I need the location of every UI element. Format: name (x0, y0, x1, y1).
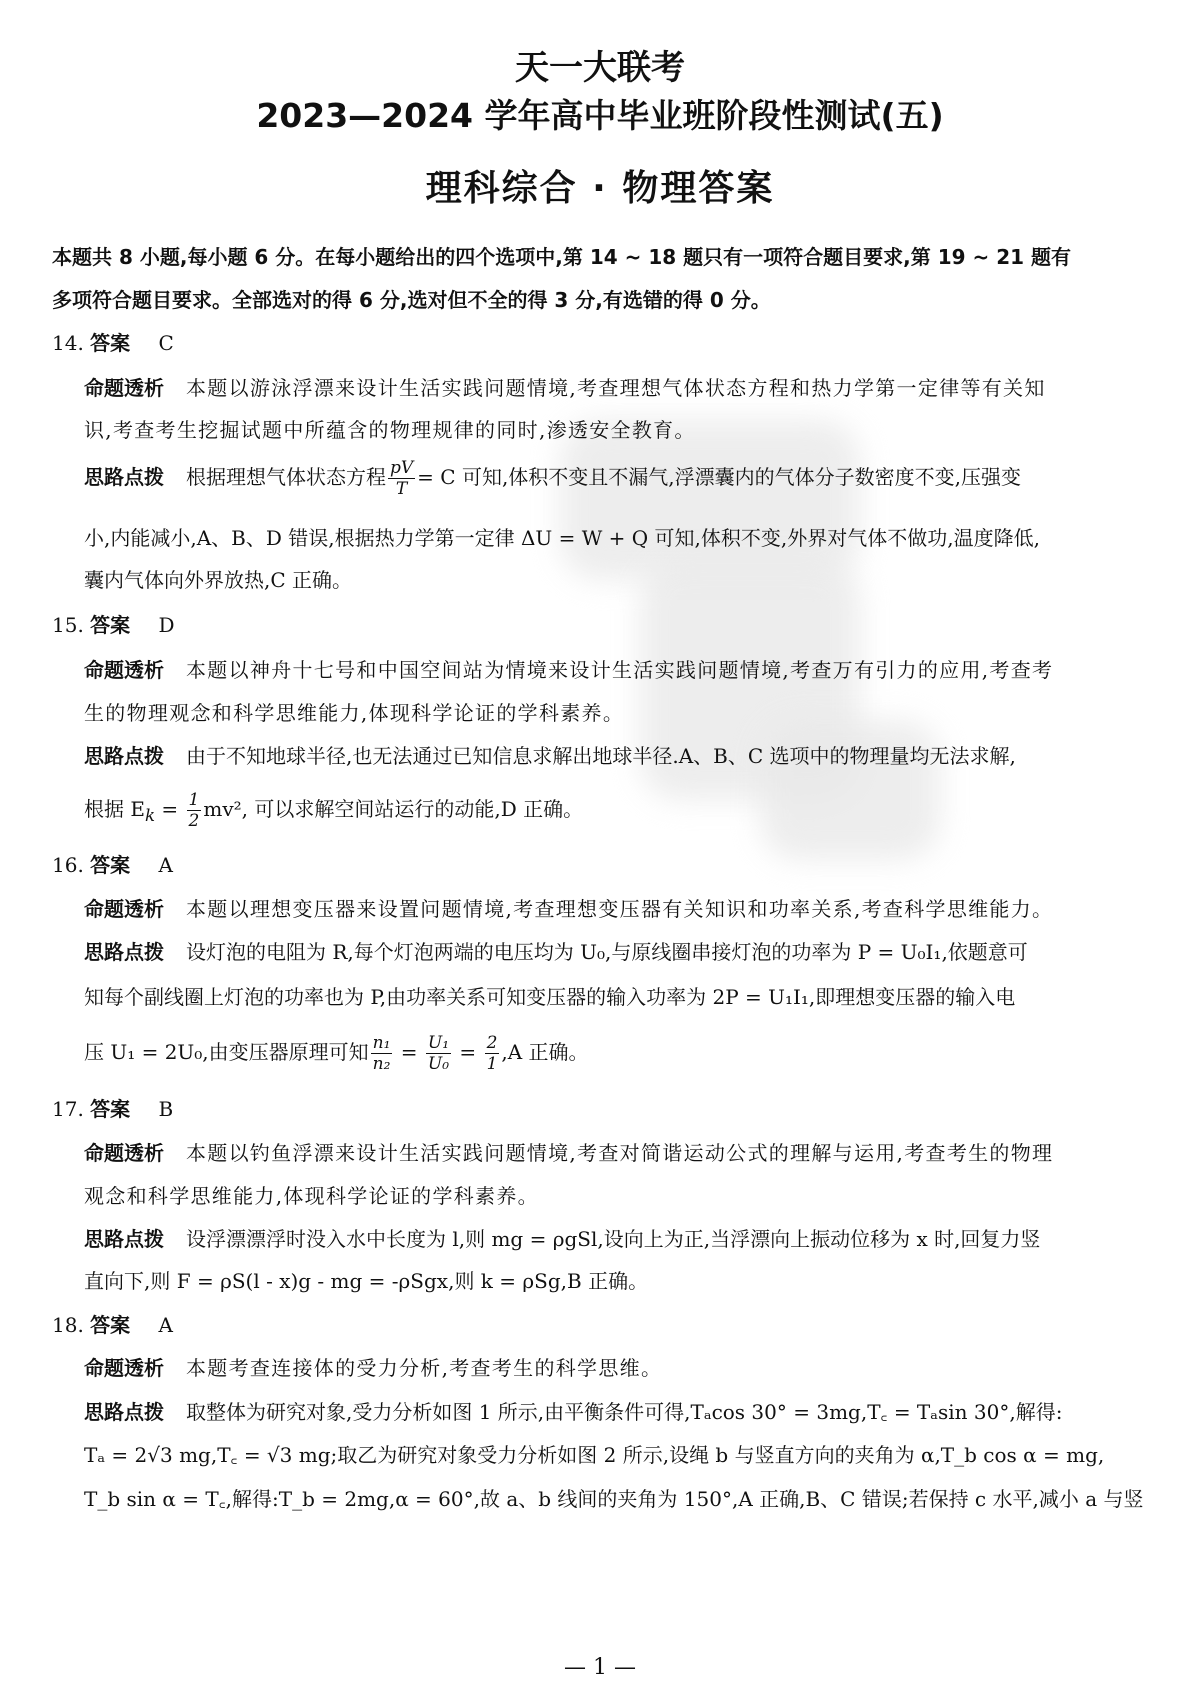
hint-text: 设灯泡的电阻为 R,每个灯泡两端的电压均为 U₀,与原线圈串接灯泡的功率为 P = U₀I₁,依题意可 (186, 940, 1028, 964)
hint-text: 设浮漂漂浮时没入水中长度为 l,则 mg = ρgSl,设向上为正,当浮漂向上振动位移为 x 时,回复力竖 (186, 1227, 1041, 1251)
hint-text: Tₐ = 2√3 mg,T꜀ = √3 mg;取乙为研究对象受力分析如图 2 所示,设绳 b 与竖直方向的夹角为 α,T_b cos α = mg, (84, 1443, 1105, 1467)
scan-smudge (560, 420, 860, 580)
page-title: 理科综合 · 物理答案 (425, 168, 775, 209)
answer-label: 答案 (90, 853, 131, 877)
hint-text: 囊内气体向外界放热,C 正确。 (84, 568, 353, 592)
hint-text: 直向下,则 F = ρS(l - x)g - mg = -ρSgx,则 k = ρSg,B 正确。 (84, 1269, 649, 1293)
hint-line: 压 U₁ = 2U₀,由变压器原理可知 $\frac{\text{n₁}}{\text{n₂}}$ = $\frac{\text{U₁}}{\text{U₀}}$ = $\frac{2}{1}$ ,A 正确。 (84, 1033, 589, 1074)
question-number: 16. (52, 853, 84, 877)
hint-line (84, 1483, 1160, 1512)
question-number: 18. (52, 1313, 84, 1337)
intent-text: 本题以神舟十七号和中国空间站为情境来设计生活实践问题情境,考查万有引力的应用,考查考 (186, 658, 1054, 682)
answer-value: B (158, 1097, 174, 1121)
answer-label: 答案 (90, 331, 131, 355)
hint-text: T_b sin α = T꜀,解得:T_b = 2mg,α = 60°,故 a、b 线间的夹角为 150°,A 正确,B、C 错误;若保持 c 水平,减小 a 与竖 (84, 1487, 1144, 1511)
intent-text: 本题以游泳浮漂来设计生活实践问题情境,考查理想气体状态方程和热力学第一定律等有关知 (186, 376, 1046, 400)
hint-line (84, 1439, 1160, 1468)
hint-line (84, 1396, 1160, 1425)
hint-line: 根据 $E_k$ = $\frac{1}{2}$ mv², 可以求解空间站运行的动能,D 正确。 (84, 790, 584, 831)
hint-label: 思路点拨 (84, 1227, 164, 1251)
intent-line (84, 1352, 1160, 1381)
intent-text: 本题考查连接体的受力分析,考查考生的科学思维。 (186, 1356, 663, 1380)
hint-text: 由于不知地球半径,也无法通过已知信息求解出地球半径.A、B、C 选项中的物理量均无法求解, (186, 744, 1016, 768)
intent-label: 命题透析 (84, 376, 164, 400)
intent-line (84, 654, 1160, 683)
question-16-header (52, 849, 173, 878)
question-18-header (52, 1309, 173, 1338)
intent-label: 命题透析 (84, 658, 164, 682)
question-15-header (52, 609, 175, 638)
hint-text: ,A 正确。 (501, 1040, 589, 1064)
hint-text: mv², 可以求解空间站运行的动能,D 正确。 (203, 797, 584, 821)
fraction: $\frac{1}{2}$ (188, 790, 200, 831)
intent-line (84, 414, 1160, 443)
hint-label: 思路点拨 (84, 744, 164, 768)
answer-label: 答案 (90, 1097, 131, 1121)
hint-line (84, 458, 1160, 499)
intent-label: 命题透析 (84, 1141, 164, 1165)
question-number: 15. (52, 613, 84, 637)
hint-text: 小,内能减小,A、B、D 错误,根据热力学第一定律 ΔU = W + Q 可知,体积不变,外界对气体不做功,温度降低, (84, 526, 1040, 550)
page-number: — 1 — (564, 1655, 636, 1680)
hint-line (84, 522, 1160, 551)
instructions-line-2: 多项符合题目要求。全部选对的得 6 分,选对但不全的得 3 分,有选错的得 0 分。 (52, 288, 771, 312)
intent-label: 命题透析 (84, 1356, 164, 1380)
hint-line (84, 1265, 1160, 1294)
hint-text: 根据 E (84, 797, 145, 821)
hint-label: 思路点拨 (84, 1400, 164, 1424)
intent-text: 本题以理想变压器来设置问题情境,考查理想变压器有关知识和功率关系,考查科学思维能力。 (186, 897, 1054, 921)
instructions-line-1: 本题共 8 小题,每小题 6 分。在每小题给出的四个选项中,第 14 ~ 18 题只有一项符合题目要求,第 19 ~ 21 题有 (52, 245, 1072, 269)
answer-value: A (158, 1313, 173, 1337)
hint-line (84, 1223, 1160, 1252)
fraction: $\frac{2}{1}$ (486, 1033, 498, 1074)
intent-text: 识,考查考生挖掘试题中所蕴含的物理规律的同时,渗透安全教育。 (84, 418, 696, 442)
intent-text: 本题以钓鱼浮漂来设计生活实践问题情境,考查对简谐运动公式的理解与运用,考查考生的物理 (186, 1141, 1054, 1165)
intent-line (84, 1137, 1160, 1166)
hint-label: 思路点拨 (84, 940, 164, 964)
question-17-header (52, 1093, 173, 1122)
hint-text: 取整体为研究对象,受力分析如图 1 所示,由平衡条件可得,Tₐcos 30° = 3mg,T꜀ = Tₐsin 30°,解得: (186, 1400, 1063, 1424)
intent-line (84, 893, 1160, 922)
answer-value: D (158, 613, 175, 637)
hint-text: 根据理想气体状态方程 (186, 465, 386, 489)
answer-value: C (158, 331, 174, 355)
intent-line (84, 1180, 1160, 1209)
answer-label: 答案 (90, 613, 131, 637)
hint-text: = C 可知,体积不变且不漏气,浮漂囊内的气体分子数密度不变,压强变 (417, 465, 1022, 489)
hint-label: 思路点拨 (84, 465, 164, 489)
hint-text: 知每个副线圈上灯泡的功率也为 P,由功率关系可知变压器的输入功率为 2P = U₁I₁,即理想变压器的输入电 (84, 985, 1016, 1009)
fraction: $\frac{\text{n₁}}{\text{n₂}}$ (372, 1033, 391, 1074)
intent-text: 观念和科学思维能力,体现科学论证的学科素养。 (84, 1184, 539, 1208)
hint-line (84, 981, 1160, 1010)
question-14-header (52, 327, 174, 356)
hint-line (84, 936, 1160, 965)
answer-value: A (158, 853, 173, 877)
fraction: $\frac{\text{U₁}}{\text{U₀}}$ (427, 1033, 450, 1074)
answer-label: 答案 (90, 1313, 131, 1337)
question-number: 14. (52, 331, 84, 355)
intent-text: 生的物理观念和科学思维能力,体现科学论证的学科素养。 (84, 701, 625, 725)
hint-line (84, 564, 1160, 593)
question-number: 17. (52, 1097, 84, 1121)
intent-line (84, 372, 1160, 401)
intent-line (84, 697, 1160, 726)
exam-name-title: 2023—2024 学年高中毕业班阶段性测试(五) (256, 96, 944, 135)
exam-org-title: 天一大联考 (515, 48, 685, 88)
intent-label: 命题透析 (84, 897, 164, 921)
fraction: $\frac{pV}{T}$ (390, 458, 414, 499)
hint-line (84, 740, 1160, 769)
hint-text: 压 U₁ = 2U₀,由变压器原理可知 (84, 1040, 369, 1064)
